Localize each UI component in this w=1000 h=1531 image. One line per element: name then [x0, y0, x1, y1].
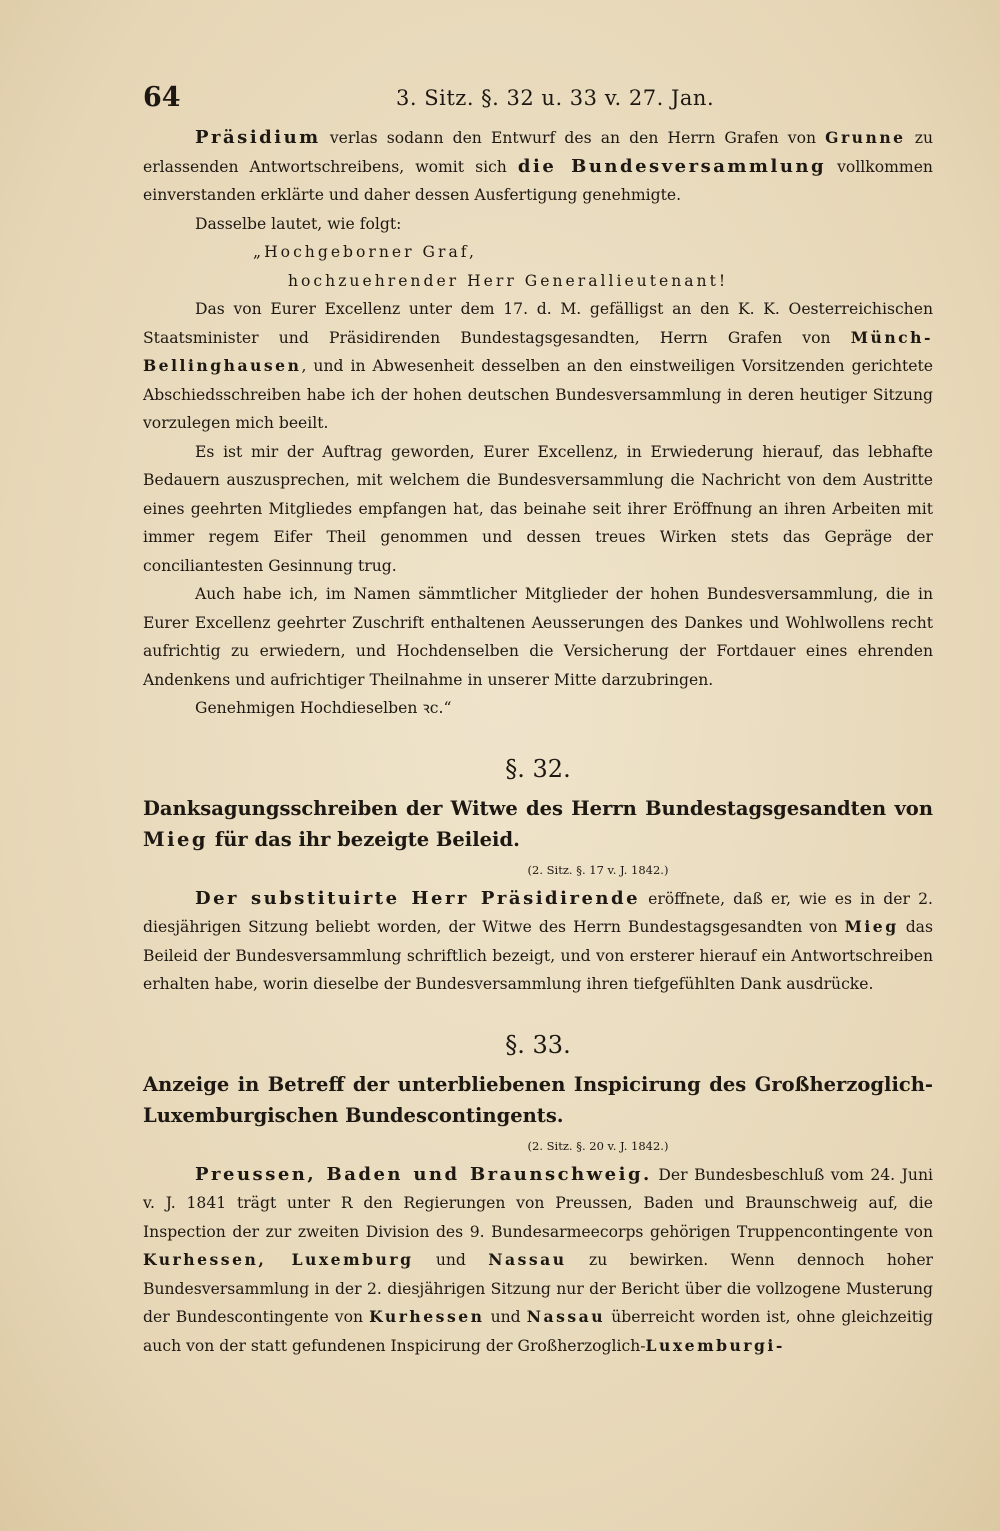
section-32-text — [143, 885, 933, 999]
letter-paragraph-1 — [143, 295, 933, 438]
page-number: 64 — [143, 82, 181, 113]
section-33-number: §. 33. — [505, 1030, 571, 1059]
page-header — [0, 78, 1000, 118]
section-32-number: §. 32. — [505, 754, 571, 783]
states-preussen-baden-braunschweig: Preussen, Baden und Braunschweig. — [195, 1163, 652, 1185]
name-muench: Münch-Bellinghausen — [143, 327, 933, 375]
bundesversammlung-term: die Bundesversammlung — [517, 155, 827, 177]
salutation-line-2: hochzuehrender Herr Generallieutenant! — [288, 271, 729, 290]
page-body — [143, 124, 933, 1360]
intro-text-2: zu erlassenden Antwortschreibens, womit sich — [143, 129, 933, 176]
name-mieg: Mieg — [143, 827, 209, 851]
letter-paragraph-3: Auch habe ich, im Namen sämmtlicher Mitglieder der hohen Bundesversammlung, die in Eurer Excellenz geehrter Zuschrift enthaltenen Aeusserungen des Dankes und Wohlwollens recht aufrichtig zu erwiedern, und Hochdenselben die Versicherung der Fortdauer eines ehrenden Andenkens und aufrichtiger Theilnahme in unserer Mitte darzubringen. — [143, 585, 933, 689]
letter-paragraph-4: Genehmigen Hochdieselben ꝛc.“ — [195, 699, 452, 717]
intro-text-3: vollkommen einverstanden erklärte und daher dessen Ausfertigung genehmigte. — [143, 157, 933, 204]
running-head: 3. Sitz. §. 32 u. 33 v. 27. Jan. — [396, 86, 715, 110]
letter-text-1a: Das von Eurer Excellenz unter dem 17. d. M. gefälligst an den K. K. Oesterreichischen Staatsminister und Präsidirenden Bundestagsgesandten, Herrn Grafen von — [143, 300, 933, 347]
intro-text-1: verlas sodann den Entwurf des an den Herrn Grafen von — [329, 129, 817, 147]
intro-paragraph-2: Dasselbe lautet, wie folgt: — [195, 214, 402, 233]
section-33-reference: (2. Sitz. §. 20 v. J. 1842.) — [527, 1138, 669, 1153]
name-grunne: Grunne — [825, 128, 906, 147]
section-33-title: Anzeige in Betreff der unterbliebenen Inspicirung des Großherzoglich-Luxemburgischen Bundescontingents. — [143, 1072, 933, 1127]
letter-paragraph-2: Es ist mir der Auftrag geworden, Eurer Excellenz, in Erwiederung hierauf, das lebhafte Bedauern auszusprechen, mit welchem die Bundesversammlung die Nachricht von dem Austritte eines geehrten Mitgliedes empfangen hat, das beinahe seit ihrer Eröffnung an ihren Arbeiten mit immer regem Eifer Theil genommen und dessen treues Wirken stets das Gepräge der conciliantesten Gesinnung trug. — [143, 442, 933, 575]
section-33-text-b: und — [435, 1251, 466, 1269]
section-32-text-b: das Beileid der Bundesversammlung schriftlich bezeigt, und von ersterer hierauf ein Antwortschreiben erhalten habe, worin dieselbe der Bundesversammlung ihren tiefgefühlten Dank ausdrücke. — [143, 918, 933, 993]
section-32-title-a: Danksagungsschreiben der Witwe des Herrn Bundestagsgesandten von — [143, 796, 933, 820]
substituirte-praesidirende: Der substituirte Herr Präsidirende — [195, 887, 641, 909]
salutation-line-1: „Hochgeborner Graf, — [253, 243, 477, 261]
section-33-text-a: Der Bundesbeschluß vom 24. Juni v. J. 1841 trägt unter R den Regierungen von Preussen, Baden und Braunschweig auf, die Inspection der zur zweiten Division des 9. Bundesarmeecorps gehörigen Truppencontingente von — [143, 1165, 933, 1241]
name-luxemburgi: Luxemburgi- — [645, 1335, 785, 1355]
section-33-text-d: und — [490, 1308, 521, 1326]
section-33-text — [143, 1161, 933, 1361]
name-kurhessen-luxemburg: Kurhessen, Luxemburg — [143, 1250, 414, 1269]
section-32-title — [143, 793, 933, 855]
section-33-text-c: zu bewirken. Wenn dennoch hoher Bundesversammlung in der 2. diesjährigen Sitzung nur der Bericht über die vollzogene Musterung der Bundescontingente von — [143, 1251, 933, 1326]
section-32-text-a: eröffnete, daß er, wie es in der 2. diesjährigen Sitzung beliebt worden, der Witwe des Herrn Bundestagsgesandten von — [143, 889, 933, 936]
praesidium-term: Präsidium — [195, 127, 321, 148]
name-mieg-2: Mieg — [844, 917, 899, 936]
name-nassau-2: Nassau — [526, 1307, 606, 1326]
intro-paragraph — [143, 124, 933, 210]
section-33-text-e: überreicht worden ist, ohne gleichzeitig auch von der statt gefundenen Inspicirung der Großherzoglich- — [143, 1308, 933, 1355]
section-32-reference: (2. Sitz. §. 17 v. J. 1842.) — [527, 862, 669, 877]
name-nassau: Nassau — [488, 1250, 567, 1269]
letter-text-1b: , und in Abwesenheit desselben an den einstweiligen Vorsitzenden gerichtete Abschiedsschreiben habe ich der hohen deutschen Bundesversammlung in deren heutiger Sitzung vorzulegen mich beeilt. — [143, 357, 933, 432]
section-32-title-b: für das ihr bezeigte Beileid. — [214, 827, 520, 851]
name-kurhessen-2: Kurhessen — [369, 1307, 485, 1326]
